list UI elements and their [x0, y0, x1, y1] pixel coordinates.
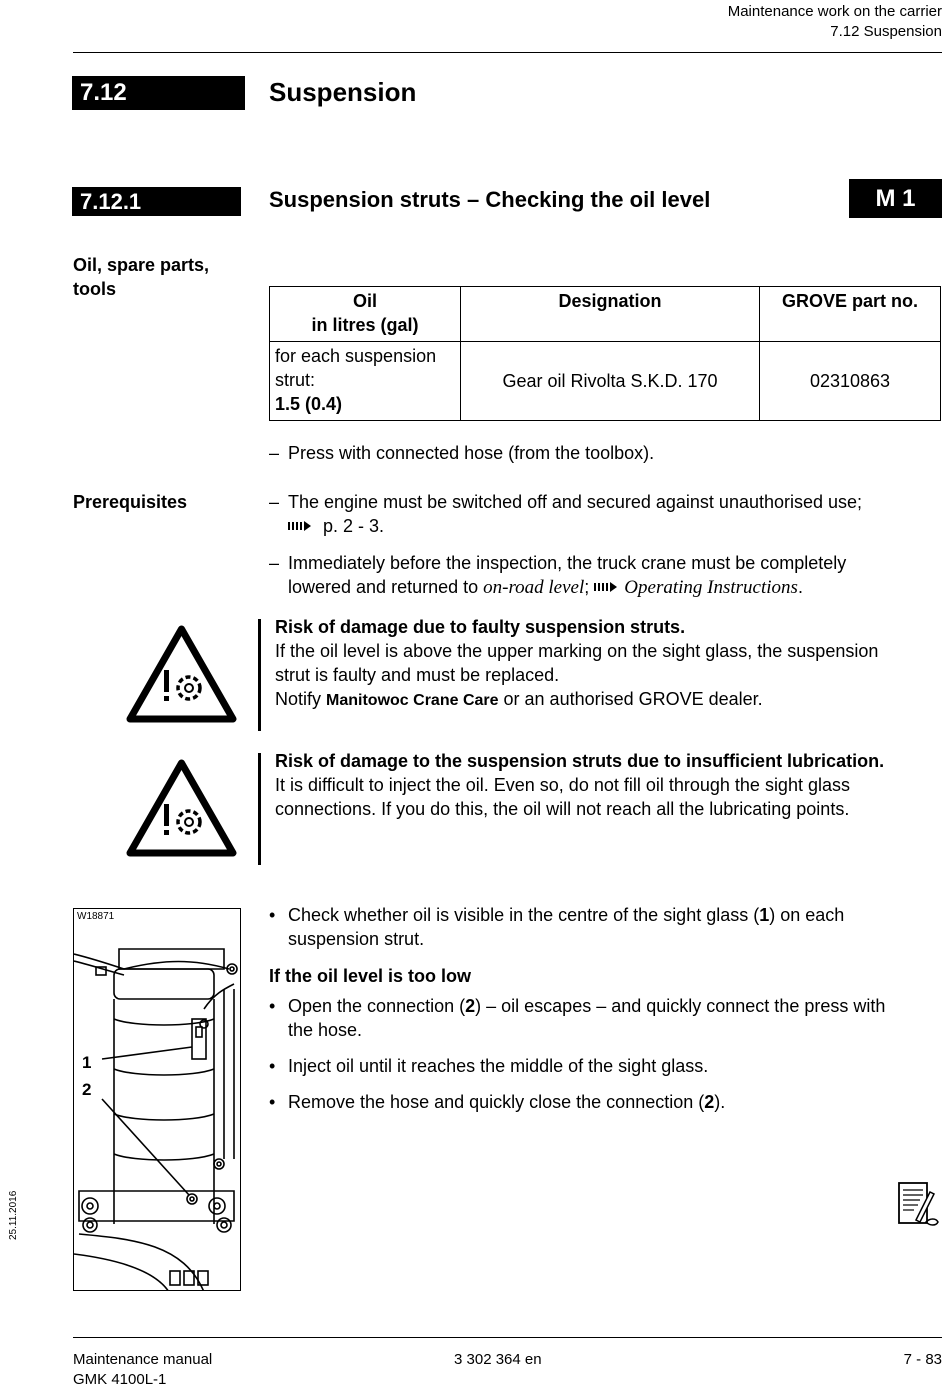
prereq1-ref[interactable]: p. 2 - 3. — [323, 516, 385, 536]
crane-care-brand: Manitowoc Crane Care — [326, 692, 499, 709]
oil-parts-label-line2: tools — [73, 279, 116, 299]
operating-instructions-ref[interactable]: Operating Instructions — [624, 577, 798, 598]
warning-bar — [258, 753, 261, 865]
oil-table-header-oil — [270, 287, 461, 342]
check-line1 — [288, 903, 950, 927]
check-line2: suspension strut. — [288, 929, 425, 949]
notify-suffix: or an authorised GROVE dealer. — [503, 689, 763, 709]
prerequisite-item-2 — [269, 551, 950, 600]
prereq1-text: The engine must be switched off and secured against unauthorised use; — [288, 492, 863, 512]
footer-manual: Maintenance manual — [73, 1351, 213, 1368]
dash-marker: – — [269, 492, 280, 512]
warning-insufficient-lubrication — [275, 749, 945, 821]
bullet-marker: • — [269, 996, 276, 1016]
oil-table-row — [270, 342, 941, 421]
figure-label-2: 2 — [82, 1080, 92, 1099]
remove-text-a: Remove the hose and quickly close the connection ( — [288, 1092, 705, 1112]
suspension-strut-drawing — [74, 909, 241, 1291]
warning-faulty-struts — [275, 615, 945, 713]
step-check-sight-glass — [269, 903, 950, 951]
prereq1-ref-line — [288, 514, 950, 538]
prereq2-line2 — [288, 575, 950, 600]
remove-num: 2 — [704, 1092, 715, 1112]
header-chapter: Maintenance work on the carrier — [727, 3, 942, 20]
section-number: 7.12 — [72, 76, 245, 110]
inject-text: Inject oil until it reaches the middle of the sight glass. — [288, 1056, 709, 1076]
qty-value: 1.5 (0.4) — [275, 394, 343, 414]
prereq2-prefix: lowered and returned to — [288, 577, 479, 597]
notify-prefix: Notify — [275, 689, 322, 709]
open-line1 — [288, 994, 950, 1018]
bullet-marker: • — [269, 1056, 276, 1076]
open-num: 2 — [465, 996, 476, 1016]
bullet-marker: • — [269, 905, 276, 925]
footer-left — [73, 1350, 212, 1390]
cross-reference-arrow-icon — [594, 580, 624, 594]
warning1-notify — [275, 687, 945, 713]
oil-table-cell-designation: Gear oil Rivolta S.K.D. 170 — [461, 342, 760, 421]
damage-warning-icon — [125, 624, 238, 724]
footer-rule — [73, 1337, 942, 1338]
step-open-connection — [269, 994, 950, 1042]
damage-warning-icon — [125, 758, 238, 858]
footer-page-number: 7 - 83 — [903, 1351, 942, 1368]
warning2-line2: connections. If you do this, the oil will not reach all the lubricating points. — [275, 799, 850, 819]
prereq2-end: . — [797, 577, 803, 597]
oil-header-line1: Oil — [352, 291, 377, 311]
warning1-line2: strut is faulty and must be replaced. — [275, 665, 560, 685]
maintenance-interval-badge: M 1 — [849, 179, 942, 218]
warning-bar — [258, 619, 261, 731]
open-text-a: Open the connection ( — [288, 996, 466, 1016]
figure-id: W18871 — [77, 911, 115, 922]
print-date: 25.11.2016 — [8, 1190, 19, 1240]
qty-line2: strut: — [275, 370, 316, 390]
prereq2-line1: Immediately before the inspection, the truck crane must be completely — [288, 553, 847, 573]
oil-parts-label — [73, 253, 209, 301]
step-remove-hose — [269, 1090, 950, 1114]
prerequisite-item-1 — [269, 490, 950, 538]
oil-header-line2: in litres (gal) — [311, 315, 419, 335]
footer-model: GMK 4100L-1 — [73, 1371, 167, 1388]
warning2-line1: It is difficult to inject the oil. Even so, do not fill oil through the sight glass — [275, 775, 850, 795]
header-section: 7.12 Suspension — [830, 23, 942, 40]
oil-table — [269, 286, 941, 421]
step-inject-oil — [269, 1054, 950, 1078]
section-title: Suspension — [269, 77, 417, 107]
oil-table-header-row — [270, 287, 941, 342]
open-text-b: ) – oil escapes – and quickly connect the press with — [475, 996, 886, 1016]
notes-icon — [896, 1180, 942, 1230]
check-text-a: Check whether oil is visible in the centre of the sight glass ( — [288, 905, 760, 925]
check-text-b: ) on each — [769, 905, 845, 925]
prereq2-separator: ; — [584, 577, 590, 597]
subsection-title: Suspension struts – Checking the oil level — [269, 187, 711, 212]
oil-parts-label-line1: Oil, spare parts, — [73, 255, 210, 275]
press-note-text: Press with connected hose (from the toolbox). — [288, 443, 655, 463]
oil-table-cell-quantity — [270, 342, 461, 421]
open-line2: the hose. — [288, 1020, 363, 1040]
figure-label-1: 1 — [82, 1053, 92, 1072]
suspension-strut-figure — [73, 908, 241, 1291]
oil-table-header-part-no: GROVE part no. — [760, 287, 941, 342]
check-num: 1 — [759, 905, 770, 925]
warning1-line1: If the oil level is above the upper marking on the sight glass, the suspension — [275, 641, 879, 661]
qty-line1: for each suspension — [275, 346, 437, 366]
warning2-title: Risk of damage to the suspension struts due to insufficient lubrication. — [275, 751, 885, 771]
dash-marker: – — [269, 443, 280, 463]
oil-table-header-designation: Designation — [461, 287, 760, 342]
subsection-number: 7.12.1 — [72, 187, 241, 216]
prerequisites-label: Prerequisites — [73, 492, 188, 512]
cross-reference-arrow-icon — [288, 519, 318, 533]
oil-table-cell-part-no: 02310863 — [760, 342, 941, 421]
running-header — [728, 2, 942, 42]
header-rule — [73, 52, 942, 53]
on-road-level-term: on-road level — [483, 577, 585, 598]
remove-text-b: ). — [714, 1092, 726, 1112]
footer-doc-number: 3 302 364 en — [454, 1351, 542, 1368]
press-note — [269, 441, 654, 465]
oil-too-low-heading: If the oil level is too low — [269, 966, 472, 986]
bullet-marker: • — [269, 1092, 276, 1112]
dash-marker: – — [269, 553, 280, 573]
warning1-title: Risk of damage due to faulty suspension struts. — [275, 617, 686, 637]
